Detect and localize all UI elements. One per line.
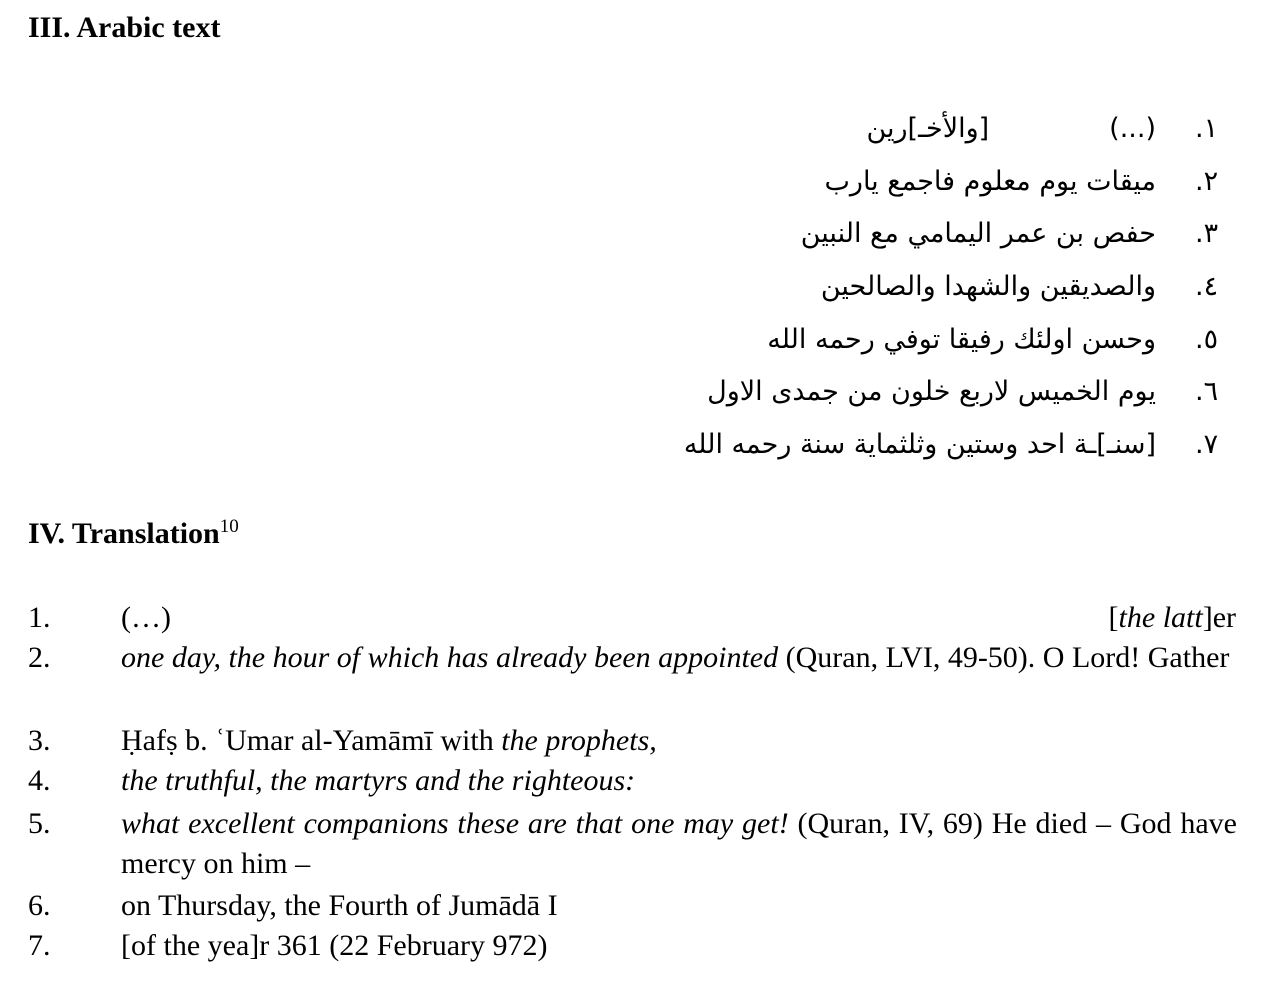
translation-line-number: 3. bbox=[28, 724, 51, 757]
arabic-line-number: ٧. bbox=[1195, 429, 1219, 460]
quran-quote: the prophets, bbox=[501, 724, 657, 757]
quran-quote: what excellent companions these are that one may get! bbox=[121, 807, 789, 840]
translation-line-text: [of the yea]r 361 (22 February 972) bbox=[121, 929, 548, 962]
translation-line-text: one day, the hour of which has already been appointed (Quran, LVI, 49-50). O Lord! Gather bbox=[121, 641, 1230, 674]
arabic-line bbox=[0, 420, 1286, 470]
arabic-line-number: ٣. bbox=[1195, 218, 1219, 249]
arabic-line-text: حفص بن عمر اليمامي مع النبين bbox=[800, 218, 1156, 249]
translation-line-number: 7. bbox=[28, 929, 51, 962]
translation-line-number: 1. bbox=[28, 601, 51, 634]
arabic-line-number: ٥. bbox=[1195, 324, 1219, 355]
arabic-line bbox=[0, 262, 1286, 312]
translation-line-text: what excellent companions these are that one may get! (Quran, IV, 69) He died – God have mercy on him – bbox=[121, 807, 1237, 880]
arabic-line bbox=[0, 157, 1286, 207]
heading-label: III. Arabic text bbox=[28, 11, 221, 44]
arabic-lacuna: (...) bbox=[1109, 113, 1156, 144]
quran-quote: the truthful, the martyrs and the righteous: bbox=[121, 764, 636, 797]
arabic-line-text: يوم الخميس لاربع خلون من جمدى الاول bbox=[707, 376, 1156, 407]
translation-line-text: (…) bbox=[121, 601, 171, 634]
quran-quote: one day, the hour of which has already been appointed bbox=[121, 641, 779, 674]
translation-line-text: on Thursday, the Fourth of Jumādā I bbox=[121, 889, 558, 922]
arabic-line bbox=[0, 315, 1286, 365]
arabic-line-number: ١. bbox=[1195, 113, 1219, 144]
arabic-line-number: ٢. bbox=[1195, 166, 1219, 197]
translation-line-number: 5. bbox=[28, 807, 51, 840]
translation-line-number: 6. bbox=[28, 889, 51, 922]
arabic-line bbox=[0, 104, 1286, 154]
arabic-fragment: [والأخـ]رين bbox=[866, 113, 990, 144]
arabic-line-text bbox=[866, 104, 1156, 154]
section-heading-translation bbox=[28, 516, 239, 552]
translation-line-number: 4. bbox=[28, 764, 51, 797]
arabic-line bbox=[0, 367, 1286, 417]
heading-label: IV. Translation bbox=[28, 517, 220, 550]
arabic-line-text: والصديقين والشهدا والصالحين bbox=[820, 271, 1156, 302]
translation-line-text bbox=[121, 761, 1237, 801]
arabic-line bbox=[0, 209, 1286, 259]
arabic-line-number: ٦. bbox=[1195, 376, 1219, 407]
arabic-line-text: [سنـ]ـة احد وستين وثلثماية سنة رحمه الله bbox=[683, 429, 1156, 460]
translation-line-text: Ḥafṣ b. ʿUmar al-Yamāmī with the prophets, bbox=[121, 724, 657, 757]
section-heading-arabic-text bbox=[28, 10, 220, 46]
arabic-line-text: وحسن اولئك رفيقا توفي رحمه الله bbox=[767, 324, 1156, 355]
translation-line-number: 2. bbox=[28, 641, 51, 674]
translation-line-right-fragment: [the latt]er bbox=[1108, 601, 1236, 634]
arabic-line-number: ٤. bbox=[1195, 271, 1219, 302]
arabic-line-text: ميقات يوم معلوم فاجمع يارب bbox=[824, 166, 1156, 197]
footnote-marker: 10 bbox=[219, 516, 239, 537]
